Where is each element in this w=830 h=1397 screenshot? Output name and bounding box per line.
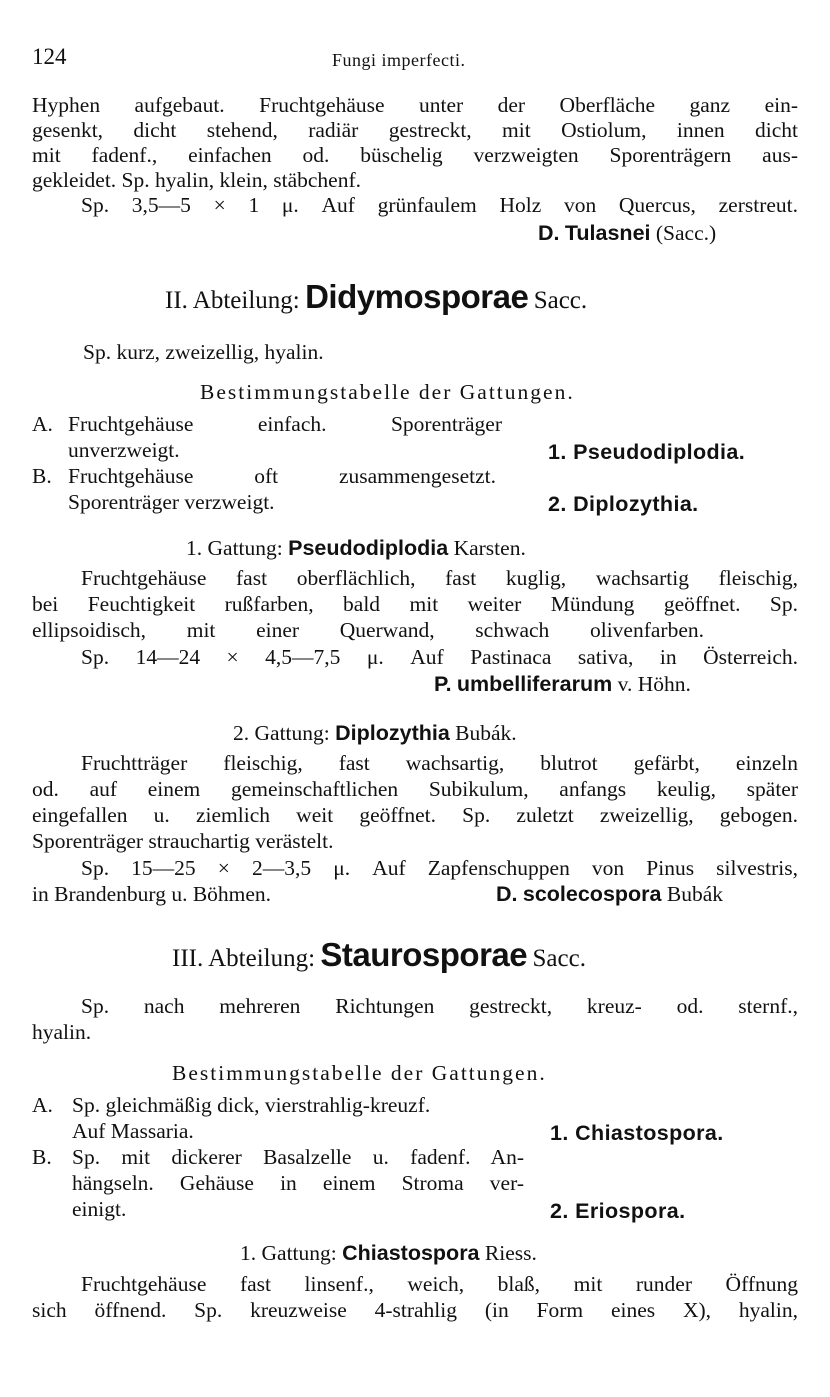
text-line: Sp. 14—24 × 4,5—7,5 μ. Auf Pastinaca sativa, in Österreich. [81, 645, 798, 669]
text-line: Sporenträger strauchartig verästelt. [32, 829, 334, 853]
text-line: in Brandenburg u. Böhmen. [32, 882, 272, 906]
text-line: mit fadenf., einfachen od. büschelig verzweigten Sporenträgern aus- [32, 143, 798, 167]
key-result: 2. Diplozythia. [548, 492, 699, 516]
key-result: 1. Pseudodiplodia. [548, 440, 746, 464]
key-text: Sp. mit dickerer Basalzelle u. fadenf. An- [72, 1145, 524, 1169]
text-line: gesenkt, dicht stehend, radiär gestreckt, mit Ostiolum, innen dicht [32, 118, 798, 142]
text-line: Sp. 15—25 × 2—3,5 μ. Auf Zapfenschuppen von Pinus silvestris, [81, 856, 798, 880]
key-text: Fruchtgehäuse oft zusammengesetzt. [68, 464, 496, 488]
key-text: Sporenträger verzweigt. [68, 490, 275, 514]
text-line: Fruchtgehäuse fast linsenf., weich, blaß, mit runder Öffnung [81, 1272, 798, 1296]
key-text: einigt. [72, 1197, 127, 1221]
section-heading: II. Abteilung: Didymosporae Sacc. [165, 278, 588, 315]
text-line: ellipsoidisch, mit einer Querwand, schwach olivenfarben. [32, 618, 704, 642]
key-text: Auf Massaria. [72, 1119, 194, 1143]
key-text: Fruchtgehäuse einfach. Sporenträger [68, 412, 502, 436]
section-description: Sp. kurz, zweizellig, hyalin. [83, 340, 324, 364]
text-line: Fruchtgehäuse fast oberflächlich, fast kuglig, wachsartig fleischig, [81, 566, 798, 590]
genus-heading: 1. Gattung: Chiastospora Riess. [240, 1241, 537, 1265]
species-name: P. umbelliferarum v. Höhn. [434, 672, 691, 696]
key-title: Bestimmungstabelle der Gattungen. [172, 1061, 547, 1085]
section-description: Sp. nach mehreren Richtungen gestreckt, kreuz- od. sternf., [81, 994, 798, 1018]
section-heading: III. Abteilung: Staurosporae Sacc. [172, 936, 586, 973]
text-line: bei Feuchtigkeit rußfarben, bald mit weiter Mündung geöffnet. Sp. [32, 592, 798, 616]
key-result: 1. Chiastospora. [550, 1121, 724, 1145]
page-number: 124 [32, 44, 67, 69]
key-result: 2. Eriospora. [550, 1199, 686, 1223]
running-title: Fungi imperfecti. [332, 50, 466, 70]
species-name: D. scolecospora Bubák [496, 882, 724, 906]
section-description: hyalin. [32, 1020, 92, 1044]
key-letter: A. [32, 412, 53, 436]
text-line: sich öffnend. Sp. kreuzweise 4-strahlig (in Form eines X), hyalin, [32, 1298, 798, 1322]
key-text: unverzweigt. [68, 438, 180, 462]
key-letter: B. [32, 1145, 52, 1169]
text-line: eingefallen u. ziemlich weit geöffnet. Sp. zuletzt zweizellig, gebogen. [32, 803, 798, 827]
genus-heading: 1. Gattung: Pseudodiplodia Karsten. [186, 536, 526, 560]
key-text: hängseln. Gehäuse in einem Stroma ver- [72, 1171, 524, 1195]
text-line: Sp. 3,5—5 × 1 μ. Auf grünfaulem Holz von Quercus, zerstreut. [81, 193, 798, 217]
text-line: Hyphen aufgebaut. Fruchtgehäuse unter der Oberfläche ganz ein- [32, 93, 798, 117]
key-letter: B. [32, 464, 52, 488]
text-line: Fruchtträger fleischig, fast wachsartig, blutrot gefärbt, einzeln [81, 751, 798, 775]
key-text: Sp. gleichmäßig dick, vierstrahlig-kreuzf. [72, 1093, 431, 1117]
species-name: D. Tulasnei (Sacc.) [538, 221, 717, 245]
text-line: gekleidet. Sp. hyalin, klein, stäbchenf. [32, 168, 361, 192]
key-title: Bestimmungstabelle der Gattungen. [200, 380, 575, 404]
genus-heading: 2. Gattung: Diplozythia Bubák. [233, 721, 517, 745]
key-letter: A. [32, 1093, 53, 1117]
text-line: od. auf einem gemeinschaftlichen Subikulum, anfangs keulig, später [32, 777, 798, 801]
